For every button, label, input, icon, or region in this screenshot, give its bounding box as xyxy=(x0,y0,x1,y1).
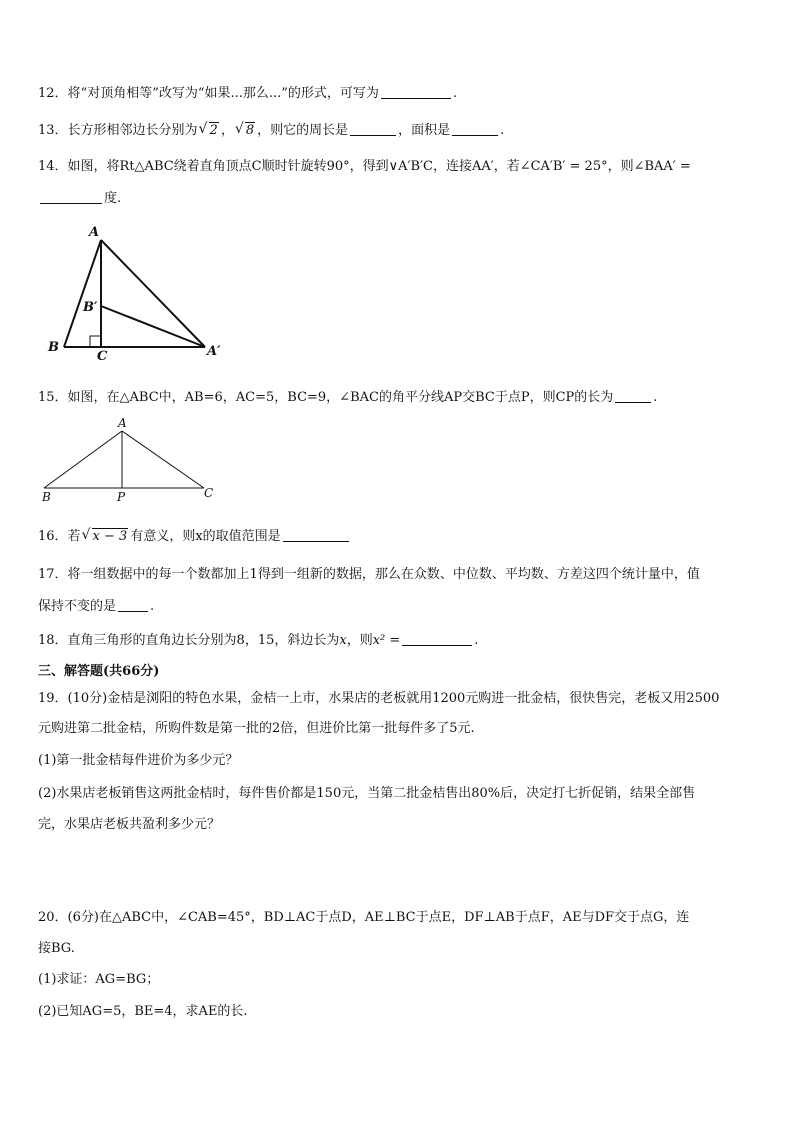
question-17 xyxy=(38,563,700,582)
question-13 xyxy=(38,119,504,138)
answer-blank[interactable] xyxy=(118,599,148,612)
question-18 xyxy=(38,629,478,648)
question-12-end: . xyxy=(452,86,458,101)
question-20-sub1: (1)求证：AG=BG； xyxy=(38,972,160,987)
label-a: A xyxy=(89,225,100,240)
question-19-line1: 19．(10分)金桔是浏阳的特色水果，金桔一上市，水果店的老板就用1200元购进一批金桔，很快售完，老板又用2500 xyxy=(38,691,720,706)
question-17-text: 保持不变的是 xyxy=(38,599,117,614)
label-a: A xyxy=(118,416,127,430)
question-14-end: 度. xyxy=(104,191,122,206)
answer-blank[interactable] xyxy=(283,529,349,542)
variable-x: x xyxy=(339,633,347,648)
question-20-line2: 接BG. xyxy=(38,941,75,956)
segment-ac xyxy=(122,431,204,488)
question-18-text: 18．直角三角形的直角边长分别为8，15，斜边长为 xyxy=(38,633,340,648)
right-angle-mark xyxy=(90,336,101,347)
question-19-sub2-line2: 完，水果店老板共盈利多少元？ xyxy=(38,817,221,832)
question-14-line2 xyxy=(38,187,121,206)
segment-b-prime-a-prime xyxy=(101,306,205,347)
question-18-end: . xyxy=(474,633,479,648)
expression-x-squared: x² = xyxy=(372,633,401,648)
label-c: C xyxy=(97,349,108,364)
sqrt-expression: √ x − 3 xyxy=(83,529,129,544)
question-15 xyxy=(38,386,657,405)
question-19-line2: 元购进第二批金桔，所购件数是第一批的2倍，但进价比第一批每件多了5元. xyxy=(38,721,475,736)
sqrt-8: √ 8 xyxy=(236,123,255,138)
answer-blank[interactable] xyxy=(615,390,651,403)
answer-blank[interactable] xyxy=(402,633,472,646)
question-12-text: 12．将“对顶角相等”改写为“如果...那么...”的形式，可写为 xyxy=(38,86,379,101)
question-13-end: . xyxy=(500,123,505,138)
label-c: C xyxy=(204,486,214,500)
answer-blank-area[interactable] xyxy=(452,123,498,136)
question-16 xyxy=(38,525,351,544)
question-20-line1: 20．(6分)在△ABC中，∠CAB=45°，BD⊥AC于点D，AE⊥BC于点E，DF⊥AB于点F，AE与DF交于点G，连 xyxy=(38,910,690,925)
question-15-end: . xyxy=(653,390,658,405)
question-19-sub1: (1)第一批金桔每件进价为多少元？ xyxy=(38,753,239,768)
segment-ab xyxy=(44,431,122,488)
label-b-prime: B′ xyxy=(83,300,98,315)
label-b: B xyxy=(42,490,51,504)
answer-blank[interactable] xyxy=(381,86,451,99)
question-12 xyxy=(38,82,457,101)
figure-q14 xyxy=(40,220,240,365)
figure-q15 xyxy=(36,414,226,506)
question-18-mid: ，则 xyxy=(346,633,373,648)
sqrt-2: √ 2 xyxy=(200,123,219,138)
question-19-sub2-line1: (2)水果店老板销售这两批金桔时，每件售价都是150元，当第二批金桔售出80%后，决定打七折促销，结果全部售 xyxy=(38,786,696,801)
section-title: 三、解答题(共66分) xyxy=(38,664,160,679)
question-17-line1: 17．将一组数据中的每一个数都加上1得到一组新的数据，那么在众数、中位数、平均数、方差这四个统计量中，值 xyxy=(38,567,700,582)
question-13-mid: ，则它的周长是 xyxy=(257,123,349,138)
separator: ， xyxy=(220,123,234,138)
question-15-text: 15．如图，在△ABC中，AB=6，AC=5，BC=9，∠BAC的角平分线AP交BC于点P，则CP的长为 xyxy=(38,390,614,405)
question-20-sub2: (2)已知AG=5，BE=4，求AE的长. xyxy=(38,1004,248,1019)
question-16-lead: 16．若 xyxy=(38,529,81,544)
question-13-lead: 13．长方形相邻边长分别为 xyxy=(38,123,198,138)
segment-aa-prime xyxy=(101,240,205,347)
segment-ab xyxy=(64,240,101,347)
question-17-line2 xyxy=(38,595,154,614)
question-16-text: 有意义，则x的取值范围是 xyxy=(130,529,281,544)
label-a-prime: A′ xyxy=(207,344,221,359)
answer-blank-perimeter[interactable] xyxy=(350,123,396,136)
label-p: P xyxy=(117,490,126,504)
question-14-text: 14．如图，将Rt△ABC绕着直角顶点C顺时针旋转90°，得到∨A′B′C，连接AA′，若∠CA′B′ = 25°，则∠BAA′ = xyxy=(38,159,691,174)
question-17-end: . xyxy=(150,599,155,614)
answer-blank[interactable] xyxy=(40,191,102,204)
question-13-mid2: ，面积是 xyxy=(398,123,451,138)
question-14 xyxy=(38,155,691,174)
label-b: B xyxy=(48,340,59,355)
